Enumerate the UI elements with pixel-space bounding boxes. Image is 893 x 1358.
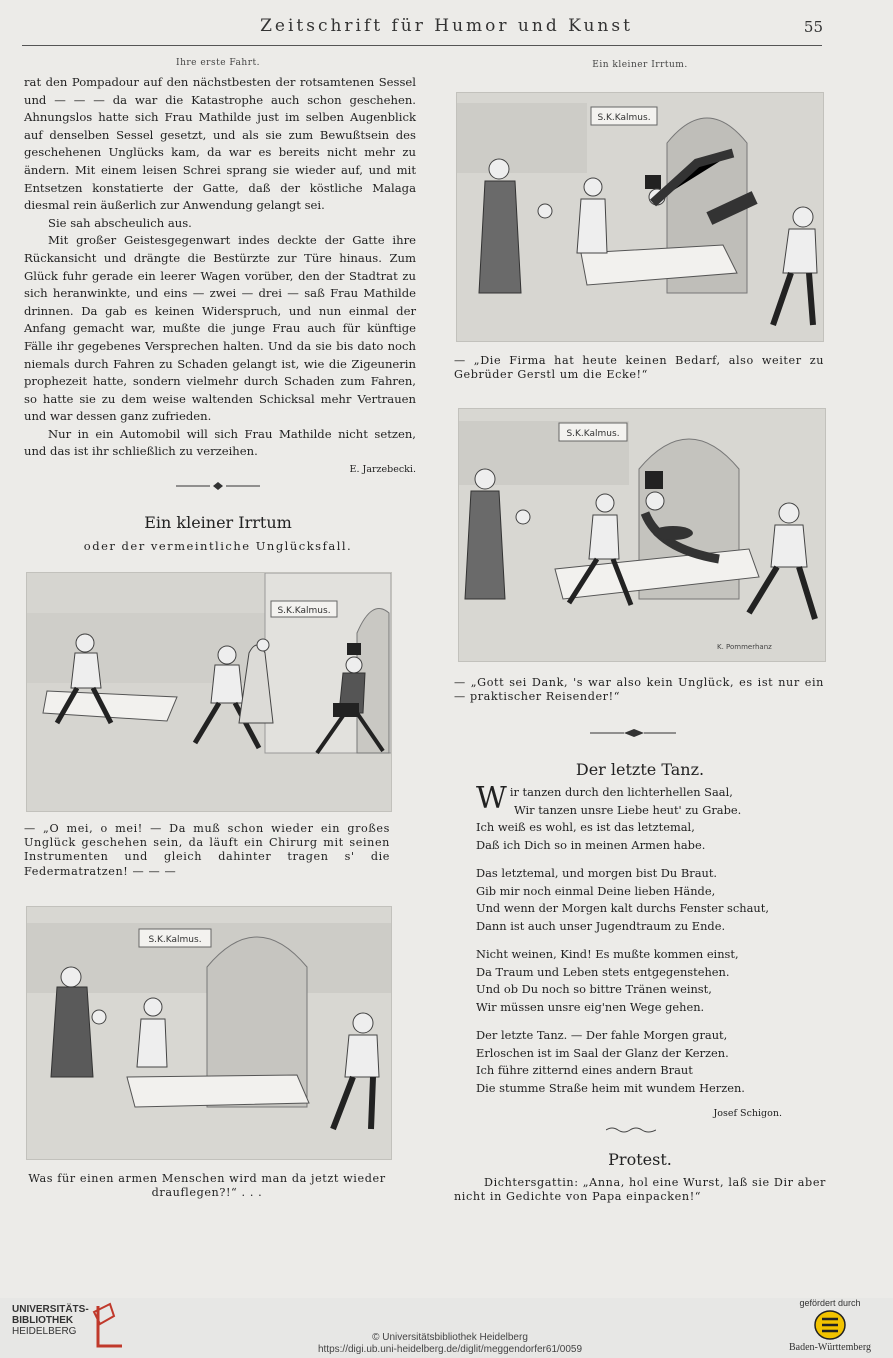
caption-panel-1: — „O mei, o mei! — Da muß schon wieder ein großes Unglück geschehen sein, da läuft ein Chirurg mit seinen Instrumenten und gleich dahinter tragen s' die Federmatratzen! — — —: [24, 822, 390, 878]
ornament-divider-icon: [590, 727, 676, 739]
poem-line: Wir müssen unsre eig'nen Wege gehen.: [476, 999, 705, 1014]
poem-line: Wir tanzen unsre Liebe heut' zu Grabe.: [514, 802, 742, 817]
poem-line: Das letztemal, und morgen bist Du Braut.: [476, 866, 718, 880]
source-url-link[interactable]: https://digi.ub.uni-heidelberg.de/diglit/meggendorfer61/0059: [317, 1344, 583, 1355]
poem-line: Ich führe zitternd eines andern Braut: [476, 1063, 693, 1077]
poem-stanza: [476, 865, 806, 935]
poem-line: Erloschen ist im Saal der Glanz der Kerzen.: [476, 1045, 729, 1060]
cartoon-panel-3: [456, 92, 824, 342]
magazine-title: Zeitschrift für Humor und Kunst: [260, 16, 633, 36]
poem-stanza: [476, 946, 806, 1016]
library-name-line: HEIDELBERG: [12, 1326, 77, 1337]
protest-text: Dichtersgattin: „Anna, hol eine Wurst, laß sie Dir aber nicht in Gedichte von Papa einpacken!“: [454, 1176, 826, 1204]
right-running-title: Ein kleiner Irrtum.: [592, 60, 688, 70]
shop-sign-text: S.K.Kalmus.: [277, 606, 331, 616]
poem-stanza: [476, 781, 806, 854]
poem-line: Nicht weinen, Kind! Es mußte kommen einst,: [476, 947, 739, 961]
story-paragraph: Nur in ein Automobil will sich Frau Mathilde nicht setzen, und das ist ihr schließlich zu verzeihen.: [24, 426, 416, 459]
poem-line: Und wenn der Morgen kalt durchs Fenster schaut,: [476, 901, 769, 915]
story-signature: E. Jarzebecki.: [349, 464, 416, 476]
poem-line: Die stumme Straße heim mit wundem Herzen.: [476, 1080, 745, 1095]
funded-by-label: gefördert durch: [799, 1298, 861, 1308]
story-paragraph: Sie sah abscheulich aus.: [48, 215, 192, 230]
poem-title: Der letzte Tanz.: [575, 760, 705, 779]
story-text: [24, 74, 416, 479]
cartoon-title: Ein kleiner Irrtum: [144, 513, 292, 532]
page-number: 55: [803, 18, 823, 36]
shop-sign-text: S.K.Kalmus.: [597, 113, 651, 123]
footer-bar: [0, 1298, 893, 1358]
poem-body: [476, 781, 806, 1108]
protest-title: Protest.: [608, 1150, 672, 1169]
ornament-divider-icon: [176, 480, 260, 492]
drop-cap: W: [476, 781, 507, 816]
poem-line: Der letzte Tanz. — Der fahle Morgen graut,: [476, 1028, 728, 1042]
story-paragraph: rat den Pompadour auf den nächstbesten der rotsamtenen Sessel und — — — da war die Katastrophe auch schon geschehen. Ahnungslos hatte sich Frau Mathilde just im selben Augenblick auf denselben Sessel gesetzt, und als sie zum Bewußtsein des geschehenen Unglücks kam, da war es bereits nicht mehr zu ändern. Mit einem leisen Schrei sprang sie wieder auf, und mit Entsetzen konstatierte der Gatte, daß der köstliche Malaga diesmal rein äußerlich zur Anwendung gelangt sei.: [24, 75, 416, 213]
ub-logo-icon: [88, 1302, 128, 1350]
cartoon-panel-2: [26, 906, 392, 1160]
poem-stanza: [476, 1027, 806, 1097]
wavy-divider-icon: [606, 1126, 656, 1134]
caption-panel-3: — „Die Firma hat heute keinen Bedarf, also weiter zu Gebrüder Gerstl um die Ecke!“: [454, 354, 824, 382]
poem-line: Dann ist auch unser Jugendtraum zu Ende.: [476, 918, 726, 933]
porters-with-mattress-illustration: [27, 907, 391, 1159]
shop-sign-text: S.K.Kalmus.: [148, 935, 202, 945]
header-rule: [22, 45, 822, 46]
porters-running-illustration: [27, 573, 391, 811]
poem-line: Daß ich Dich so in meinen Armen habe.: [476, 837, 706, 852]
poem-line: Da Traum und Leben stets entgegenstehen.: [476, 964, 730, 979]
caption-panel-4: — „Gott sei Dank, 's war also kein Unglück, es ist nur ein — praktischer Reisender!“: [454, 676, 824, 704]
state-label: Baden-Württemberg: [788, 1342, 871, 1353]
cartoon-panel-4: [458, 408, 826, 662]
library-name-line: BIBLIOTHEK: [12, 1315, 74, 1326]
caption-panel-2: Was für einen armen Menschen wird man da jetzt wieder drauflegen?!“ . . .: [28, 1172, 386, 1200]
shop-sign-text: S.K.Kalmus.: [566, 429, 620, 439]
poem-line: Ich weiß es wohl, es ist das letztemal,: [476, 820, 695, 834]
left-running-title: Ihre erste Fahrt.: [176, 58, 260, 68]
artist-signature: K. Pommerhanz: [717, 643, 772, 651]
library-name-line: UNIVERSITÄTS-: [12, 1304, 89, 1315]
cartoon-subtitle: oder der vermeintliche Unglücksfall.: [83, 539, 353, 553]
poem-line: Und ob Du noch so bittre Tränen weinst,: [476, 982, 712, 996]
ub-heidelberg-logo[interactable]: [12, 1304, 89, 1337]
man-thrown-out-illustration: [457, 93, 823, 341]
story-paragraph: Mit großer Geistesgegenwart indes deckte der Gatte ihre Rückansicht und drängte die Bestürzte zur Türe hinaus. Zum Glück fuhr gerade ein leerer Wagen vorüber, den der Stadtrat zu sich heranwinkte, und eins — zwei — drei — saß Frau Mathilde drinnen. Da gab es keinen Widerspruch, und nun einmal der Anfang gemacht war, mußte die junge Frau auch für künftige Fälle ihr gegebenes Versprechen halten. Und da sie bis dato noch niemals durch Fahren zu Schaden gelangt ist, wie die Zigeunerin prophezeit hatte, sondern vielmehr durch Schaden zum Fahren, so hatte sie zu dem weise waltenden Schicksal mehr Vertrauen und war dessen ganz zufrieden.: [24, 233, 416, 424]
baden-wuerttemberg-crest-icon: [814, 1310, 846, 1340]
poem-line: ir tanzen durch den lichterhellen Saal,: [509, 785, 733, 799]
poem-line: Gib mir noch einmal Deine lieben Hände,: [476, 883, 716, 898]
cartoon-panel-1: [26, 572, 392, 812]
salesman-on-mattress-illustration: [459, 409, 825, 661]
poem-author: Josef Schigon.: [713, 1108, 782, 1119]
copyright-text: © Universitätsbibliothek Heidelberg: [372, 1332, 528, 1343]
